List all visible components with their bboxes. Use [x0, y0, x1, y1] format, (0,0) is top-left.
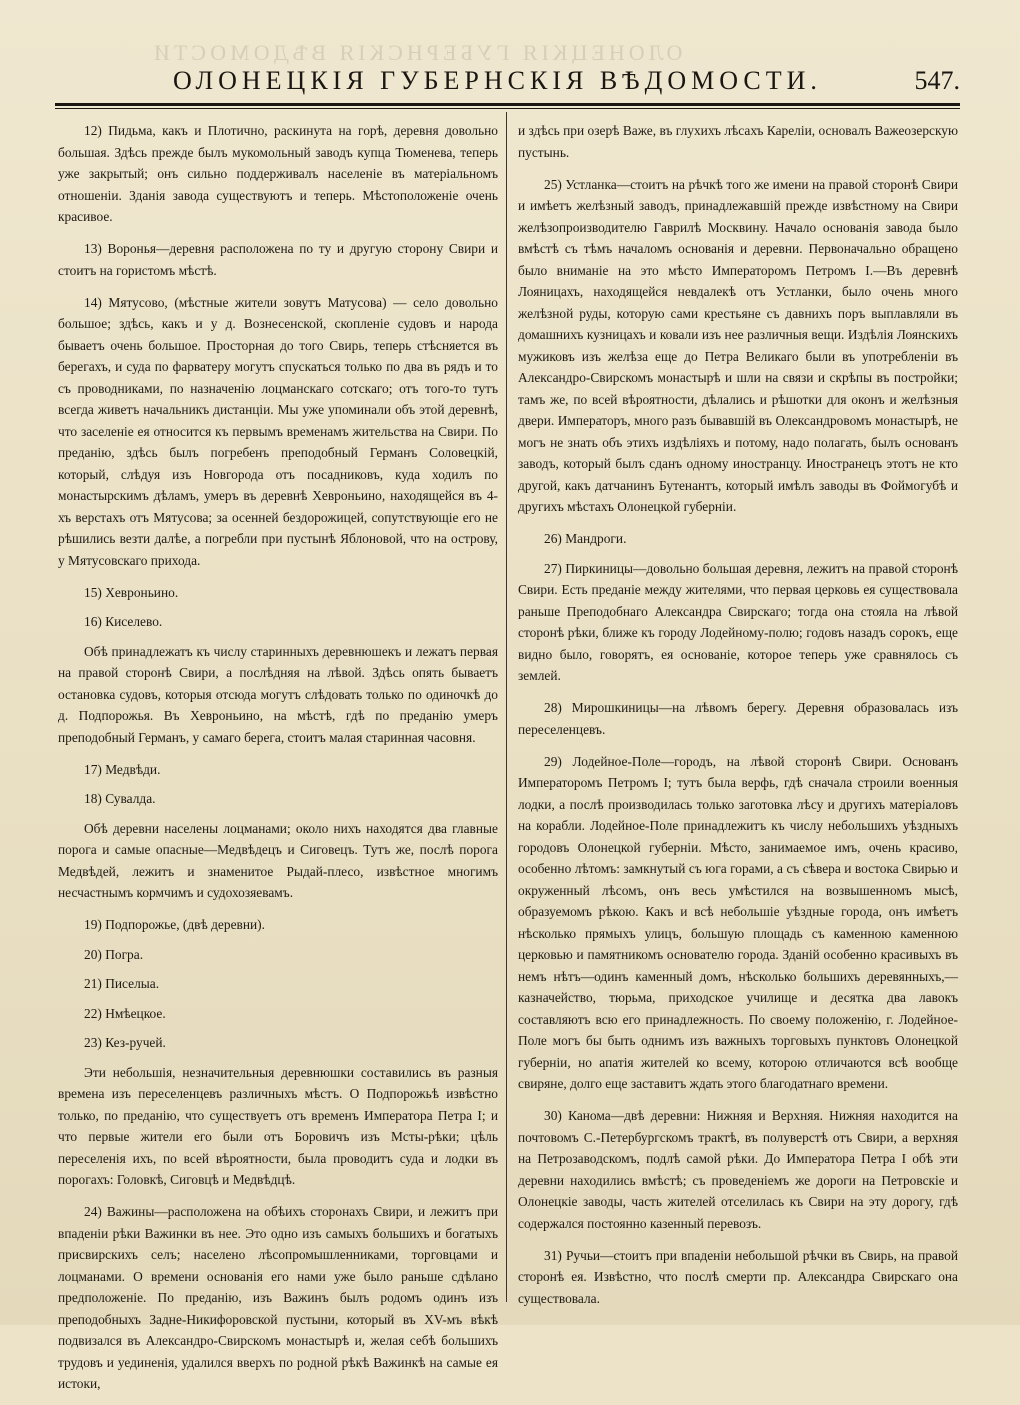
- page-number: 547.: [914, 66, 960, 95]
- entry-vazheozero: и здѣсь при озерѣ Важе, въ глухихъ лѣсахъ Кареліи, основалъ Важеозерскую пустынь.: [518, 123, 958, 160]
- left-column: [58, 120, 498, 1405]
- header-rule-thin: [55, 108, 960, 109]
- entry-kanoma: 30) Канома—двѣ деревни: Нижняя и Верхняя. Нижняя находится на почтовомъ С.-Петербургскомъ трактѣ, въ полуверстѣ отъ Свири, а верхняя на Петрозаводскомъ, подлѣ самой рѣки. До Императора Петра І обѣ эти деревни находились вмѣстѣ; съ проведеніемъ же дороги на Петровскіе и Олонецкіе заводы, часть жителей отселилась къ Свири на эту дорогу, гдѣ содержался постоянно казенный перевозъ.: [518, 1108, 958, 1231]
- entry-suvalda: 18) Сувалда.: [84, 791, 156, 806]
- entry-voronya: 13) Воронья—деревня расположена по ту и другую сторону Свири и стоитъ на гористомъ мѣстѣ.: [58, 241, 498, 278]
- entry-kiselevo: 16) Киселево.: [84, 614, 163, 629]
- entry-nmeetskoe: 22) Нмѣецкое.: [84, 1005, 166, 1021]
- page-header: [55, 64, 960, 98]
- entry-ustlanka: 25) Устланка—стоитъ на рѣчкѣ того же имени на правой сторонѣ Свири и имѣетъ желѣзный заводъ, принадлежавшій прежде извѣстному на Свири желѣзопроизводителю Гаврилѣ Москвину. Начало основанія завода было вмѣстѣ съ тѣмъ началомъ основанія и деревни. Первоначально обращено было вниманіе на это мѣсто Императоромъ Петромъ І.—Въ деревнѣ Лояницахъ, находящейся невдалекѣ отъ Устланки, было очень много желѣзной руды, которую сами крестьяне съ давнихъ поръ выплавляли въ домашнихъ кузницахъ и ковали изъ нее различныя вещи. Издѣлія Лоянскихъ мужиковъ изъ желѣза еще до Петра Великаго были въ употребленіи въ Александро-Свирскомъ монастырѣ и шли на связи и скрѣпы въ постройки; тамъ же, по всей вѣроятности, дѣлались и рѣшотки для оконъ и желѣзныя двери. Императоръ, много разъ бывавшій въ Олександровомъ монастырѣ, не могъ не знать объ этихъ издѣліяхъ и потому, надо полагать, былъ основанъ заводъ, который былъ сданъ одному иностранцу. Иностранецъ этотъ не кто другой, какъ датчанинъ Бутенантъ, который имѣлъ заводы въ Фоймогубѣ и другихъ мѣстахъ Олонецкой губерніи.: [518, 176, 958, 514]
- entry-medvedi: 17) Медвѣди.: [84, 761, 161, 777]
- entry-piselya: 21) Писелыа.: [84, 976, 160, 991]
- right-column: [518, 120, 958, 1320]
- entry-vazhiny: 24) Важины—расположена на обѣихъ сторонахъ Свири, и лежитъ при впаденіи рѣки Важинки въ нее. Это одно изъ самыхъ большихъ и богатыхъ присвирскихъ селъ; населено лѣсопромышленниками, торговцами и лоцманами. О времени основанія его нами уже было раньше сдѣлано предположеніе. По преданію, изъ Важинъ былъ родомъ одинъ изъ преподобныхъ Задне-Никифоровской пустыни, который въ XV-мъ вѣкѣ подвизался въ Александро-Свирскомъ монастырѣ и, желая себѣ большихъ трудовъ и уединенія, удалился вверхъ по родной рѣкѣ Важинкѣ на самые ея истоки,: [58, 1204, 498, 1391]
- entry-podporozhye: 19) Подпорожье, (двѣ деревни).: [84, 917, 265, 932]
- entry-small-villages: Эти небольшія, незначительныя деревнюшки составились въ разныя времена изъ переселенцевъ различныхъ мѣстъ. О Подпорожьѣ извѣстно только, по преданію, что существуетъ отъ временъ Императора Петра І; и что первые жители его были отъ Боровичъ изъ Мсты-рѣки; цѣль переселенія ихъ, по всей вѣроятности, была проводитъ суда и лодки въ порогахъ: Головкѣ, Сиговцѣ и Медвѣдцѣ.: [58, 1064, 498, 1187]
- column-divider: [506, 112, 507, 1302]
- entry-lodeynoe-pole: 29) Лодейное-Поле—городъ, на лѣвой сторонѣ Свири. Основанъ Императоромъ Петромъ І; тутъ была верфь, гдѣ сначала строили военныя лодки, а послѣ производилась только заготовка лѣсу и другихъ матеріаловъ на корабли. Лодейное-Поле принадлежитъ къ числу небольшихъ уѣздныхъ городовъ Олонецкой губерніи. Мѣсто, занимаемое имъ, очень красиво, особенно лѣтомъ: замкнутый съ юга горами, а съ сѣвера и востока Свирью и окруженный лѣсомъ, онъ весь умѣстился на возвышенномъ мысѣ, образуемомъ рѣкою. Какъ и всѣ небольшіе уѣздные города, онъ имѣетъ нѣсколько прямыхъ улицъ, большую площадь съ каменною каменною церковью и памятникомъ основателю города. Зданій особенно красивыхъ въ немъ нѣтъ—одинъ каменный домъ, нѣсколько большихъ деревянныхъ,—казначейство, тюрьма, приходское училище и десятка два лавокъ составляютъ всю его принадлежность. По своему положенію, г. Лодейное-Поле могъ бы быть однимъ изъ важныхъ торговыхъ пунктовъ Олонецкой губерніи, но апатія жителей ко всему, которою отличаются всѣ вообще свиряне, долго еще заставитъ ждать этого благодатнаго времени.: [518, 753, 958, 1091]
- entry-ruchyi: 31) Ручьи—стоитъ при впаденіи небольшой рѣчки въ Свирь, на правой сторонѣ ея. Извѣстно, что послѣ смерти пр. Александра Свирскаго она существовала.: [518, 1247, 958, 1306]
- entry-pirkinitsy: 27) Пиркиницы—довольно большая деревня, лежитъ на правой сторонѣ Свири. Есть преданіе между жителями, что первая церковь ея существовала раньше Преподобнаго Александра Свирскаго; тогда она стояла на лѣвой сторонѣ рѣки, ближе къ городу Лодейному-полю; годовъ назадъ сорокъ, еще видно было, говорятъ, ея основаніе, которое теперь уже сравнялось съ землей.: [518, 560, 958, 683]
- header-rule-thick: [55, 103, 960, 106]
- entry-pidma: 12) Пидьма, какъ и Плотично, раскинута на горѣ, деревня довольно большая. Здѣсь прежде былъ мукомольный заводъ купца Тюменева, теперь уже закрытый; онъ сильно поддерживалъ населеніе въ матеріальномъ отношеніи. Зданія завода существуютъ и теперь. Мѣстоположеніе очень красивое.: [58, 123, 498, 224]
- entry-myatusovo: 14) Мятусово, (мѣстные жители зовутъ Матусова) — село довольно большое; здѣсь, какъ и у д. Вознесенской, скопленіе судовъ и народа бываетъ очень большое. Просторная до того Свирь, теперь стѣсняется въ берегахъ, и суда по фарватеру могутъ спускаться только по два въ рядъ и то съ проводниками, по назначенію лоцманскаго сотскаго; отъ того-то тутъ всегда живетъ начальникъ дистанціи. Мы уже упоминали объ этой деревнѣ, что заселеніе ея относится къ первымъ временамъ жительства на Свири. По преданію, здѣсь былъ погребенъ преподобный Германъ Соловецкій, который, слѣдуя изъ Новгорода отъ посадниковъ, куда ходилъ по монастырскимъ дѣламъ, умеръ въ деревнѣ Хевроньино, находящейся въ 4-хъ верстахъ отъ Мятусова; за осенней бездорожицей, сопутствующіе его не рѣшились везти далѣе, а погребли при пустынѣ Яблоновой, что на острову, у Мятусовскаго прихода.: [58, 294, 498, 568]
- entry-both-villages: Обѣ принадлежатъ къ числу старинныхъ деревнюшекъ и лежатъ первая на правой сторонѣ Свири, а послѣдняя на лѣвой. Здѣсь опять бываетъ остановка судовъ, которыя отсюда могутъ слѣдовать только по одиночкѣ до д. Подпорожья. Въ Хевроньино, на мѣстѣ, гдѣ по преданію умеръ преподобный Германъ, у самаго берега, стоитъ малая старинная часовня.: [58, 643, 498, 745]
- entry-miroshkinitsy: 28) Мирошкиницы—на лѣвомъ берегу. Деревня образовалась изъ переселенцевъ.: [518, 700, 958, 737]
- newspaper-title: ОЛОНЕЦКІЯ ГУБЕРНСКІЯ ВѢДОМОСТИ.: [173, 66, 822, 95]
- entry-pogra: 20) Погра.: [84, 946, 144, 962]
- entry-kez-ruchey: 23) Кез-ручей.: [84, 1035, 166, 1050]
- bleed-through-top: ОЛОНЕЦКІЯ ГУБЕРНСКІЯ ВѢДОМОСТИ: [150, 40, 683, 65]
- entry-pilots: Обѣ деревни населены лоцманами; около нихъ находятся два главные порога и самые опасные—Медвѣдецъ и Сиговецъ. Тутъ же, послѣ порога Медвѣдей, лежитъ и знаменитое Рыдай-плесо, извѣстное многимъ несчастнымъ кормчимъ и судохозяевамъ.: [58, 820, 498, 900]
- entry-khevronino: 15) Хевроньино.: [84, 584, 179, 600]
- entry-mandrogi: 26) Мандроги.: [544, 531, 627, 546]
